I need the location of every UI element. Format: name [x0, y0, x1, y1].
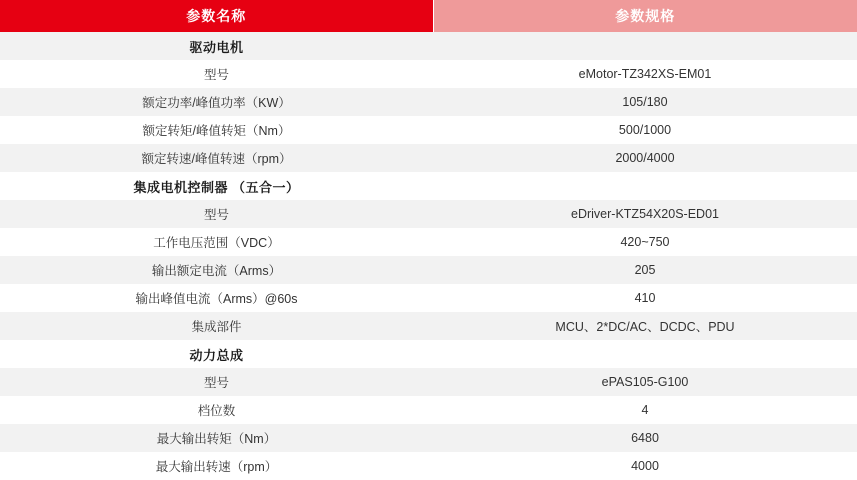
parameter-value: 6480 [433, 424, 857, 452]
parameter-value: eMotor-TZ342XS-EM01 [433, 60, 857, 88]
parameter-name: 型号 [0, 60, 433, 88]
table-row [0, 116, 857, 144]
parameter-name: 型号 [0, 200, 433, 228]
column-header-parameter-spec: 参数规格 [433, 0, 857, 32]
table-group-row [0, 340, 857, 368]
parameter-value: 4000 [433, 452, 857, 480]
table-row [0, 200, 857, 228]
group-label: 集成电机控制器 （五合一） [0, 172, 433, 200]
group-label: 驱动电机 [0, 32, 433, 60]
parameter-value: eDriver-KTZ54X20S-ED01 [433, 200, 857, 228]
column-header-parameter-name: 参数名称 [0, 0, 433, 32]
parameter-value: MCU、2*DC/AC、DCDC、PDU [433, 312, 857, 340]
group-label: 动力总成 [0, 340, 433, 368]
parameter-name: 额定功率/峰值功率（KW） [0, 88, 433, 116]
parameter-name: 额定转矩/峰值转矩（Nm） [0, 116, 433, 144]
parameter-name: 档位数 [0, 396, 433, 424]
parameter-value: 4 [433, 396, 857, 424]
table-row [0, 396, 857, 424]
table-row [0, 88, 857, 116]
parameter-name: 集成部件 [0, 312, 433, 340]
table-group-row [0, 172, 857, 200]
parameter-value: 205 [433, 256, 857, 284]
parameter-name: 输出额定电流（Arms） [0, 256, 433, 284]
parameter-name: 最大输出转矩（Nm） [0, 424, 433, 452]
parameter-name: 型号 [0, 368, 433, 396]
parameter-name: 额定转速/峰值转速（rpm） [0, 144, 433, 172]
parameter-value: 105/180 [433, 88, 857, 116]
table-group-row [0, 32, 857, 60]
table-body [0, 32, 857, 480]
parameter-value [433, 32, 857, 60]
parameter-value: ePAS105-G100 [433, 368, 857, 396]
parameter-value: 410 [433, 284, 857, 312]
table-row [0, 312, 857, 340]
table-row [0, 256, 857, 284]
table-row [0, 452, 857, 480]
parameter-value: 2000/4000 [433, 144, 857, 172]
table-header [0, 0, 857, 32]
table-row [0, 60, 857, 88]
table-header-row [0, 0, 857, 32]
parameter-name: 输出峰值电流（Arms）@60s [0, 284, 433, 312]
parameter-value [433, 340, 857, 368]
parameter-value: 420~750 [433, 228, 857, 256]
table-row [0, 424, 857, 452]
table-row [0, 144, 857, 172]
parameter-value [433, 172, 857, 200]
parameter-value: 500/1000 [433, 116, 857, 144]
table-row [0, 228, 857, 256]
parameter-name: 最大输出转速（rpm） [0, 452, 433, 480]
table-row [0, 368, 857, 396]
parameter-name: 工作电压范围（VDC） [0, 228, 433, 256]
table-row [0, 284, 857, 312]
